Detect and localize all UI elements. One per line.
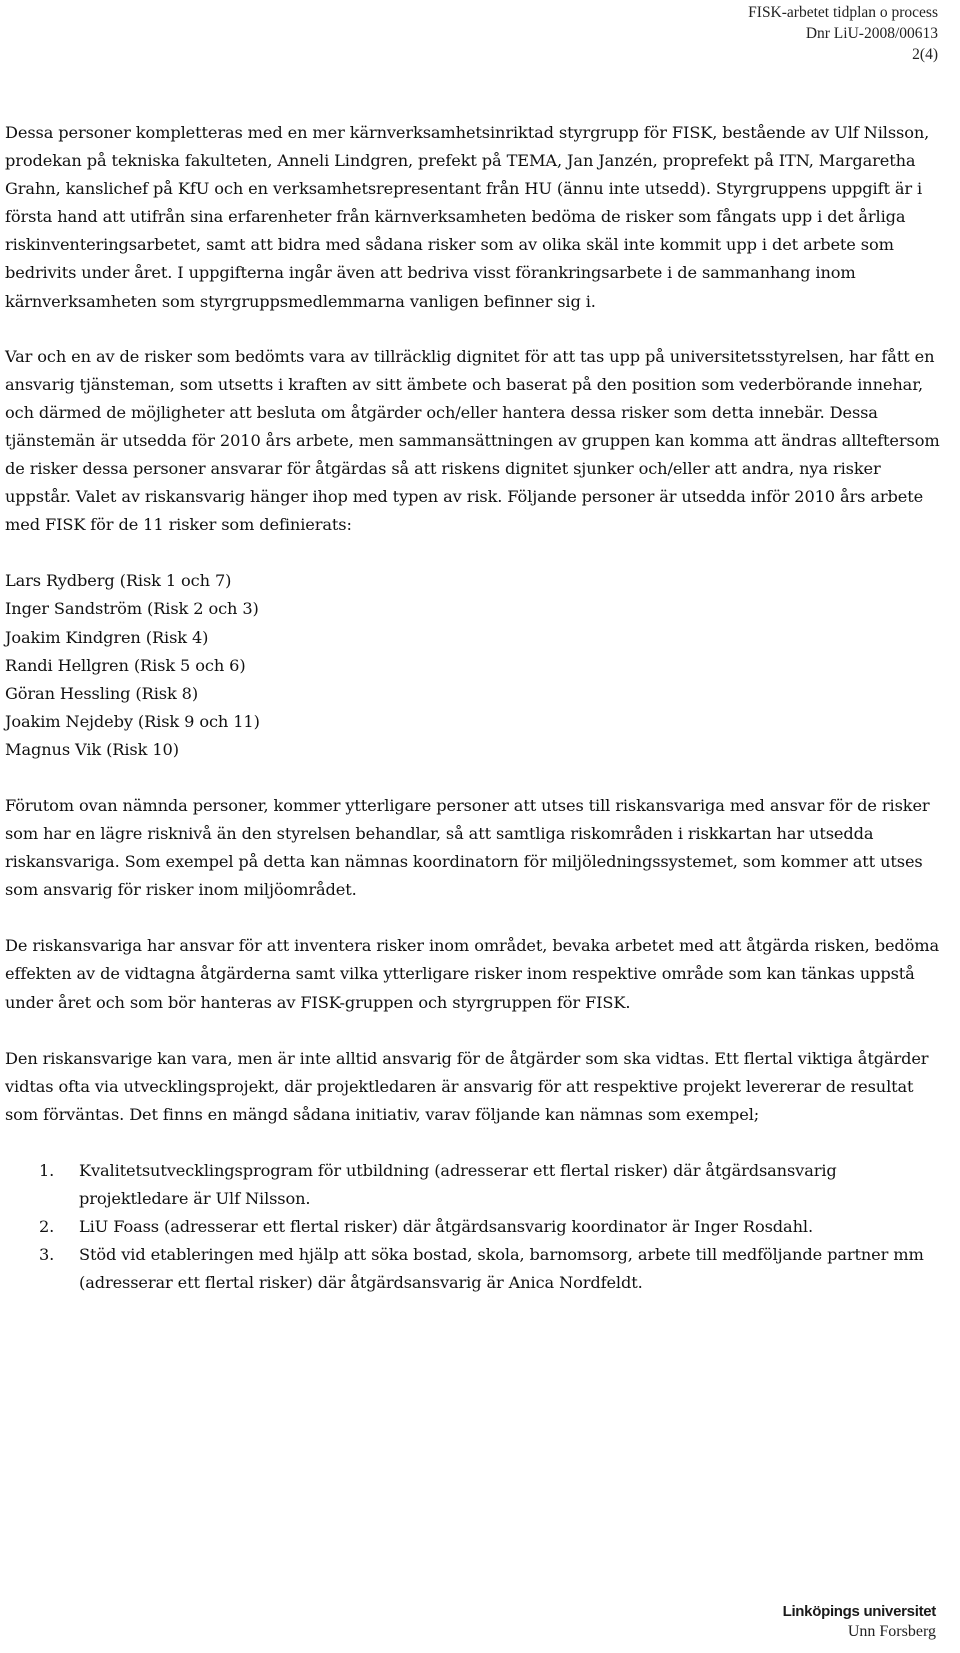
paragraph-additional-owners: Förutom ovan nämnda personer, kommer ytterligare personer att utses till riskansvariga med ansvar för de risker som har en lägre risknivå än den styrelsen behandlar, så att samtliga riskområden i riskkartan har utsedda riskansvariga. Som exempel på detta kan nämnas koordinatorn för miljöledningssystemet, som kommer att utses som ansvarig för risker inom miljöområdet. (5, 795, 930, 900)
list-item: Magnus Vik (Risk 10) (5, 739, 179, 759)
list-item: Göran Hessling (Risk 8) (5, 683, 199, 703)
list-item (5, 1213, 945, 1241)
document-body (5, 119, 945, 1297)
list-number: 2. (39, 1217, 55, 1237)
list-text: Kvalitetsutvecklingsprogram för utbildning (adresserar ett flertal risker) där åtgärdsansvarig projektledare är Ulf Nilsson. (79, 1160, 837, 1208)
list-item: Inger Sandström (Risk 2 och 3) (5, 599, 259, 619)
list-item: Randi Hellgren (Risk 5 och 6) (5, 655, 246, 675)
page-header (748, 2, 938, 65)
document-number: Dnr LiU-2008/00613 (805, 25, 938, 42)
page-number: 2(4) (912, 46, 938, 63)
paragraph-risk-owners-intro: Var och en av de risker som bedömts vara av tillräcklig dignitet för att tas upp på universitetsstyrelsen, har fått en ansvarig tjänsteman, som utsetts i kraften av sitt ämbete och baserat på den position som vederbörande innehar, och därmed de möjligheter att besluta om åtgärder och/eller hantera dessa risker som detta innebär. Dessa tjänstemän är utsedda för 2010 års arbete, men sammansättningen av gruppen kan komma att ändras allteftersom de risker dessa personer ansvarar för åtgärdas så att riskens dignitet sjunker och/eller att andra, nya risker uppstår. Valet av riskansvarig hänger ihop med typen av risk. Följande personer är utsedda inför 2010 års arbete med FISK för de 11 risker som definierats: (5, 346, 940, 535)
risk-owner-list (5, 567, 945, 764)
page-footer (783, 1603, 936, 1643)
paragraph-responsibilities: De riskansvariga har ansvar för att inventera risker inom området, bevaka arbetet med att åtgärda risken, bedöma effekten av de vidtagna åtgärderna samt vilka ytterligare risker inom respektive område som kan tänkas uppstå under året och som bör hanteras av FISK-gruppen och styrgruppen för FISK. (5, 936, 940, 1012)
list-text: LiU Foass (adresserar ett flertal risker) där åtgärdsansvarig koordinator är Inger Rosdahl. (79, 1217, 813, 1237)
paragraph-steering-group: Dessa personer kompletteras med en mer kärnverksamhetsinriktad styrgrupp för FISK, bestående av Ulf Nilsson, prodekan på tekniska fakulteten, Anneli Lindgren, prefekt på TEMA, Jan Janzén, proprefekt på ITN, Margaretha Grahn, kanslichef på KfU och en verksamhetsrepresentant från HU (ännu inte utsedd). Styrgruppens uppgift är i första hand att utifrån sina erfarenheter från kärnverksamheten bedöma de risker som fångats upp i det årliga riskinventeringsarbetet, samt att bidra med sådana risker som av olika skäl inte kommit upp i det arbete som bedrivits under året. I uppgifterna ingår även att bedriva visst förankringsarbete i de sammanhang inom kärnverksamheten som styrgruppsmedlemmarna vanligen befinner sig i. (5, 123, 930, 311)
list-number: 1. (39, 1160, 55, 1180)
list-item: Joakim Kindgren (Risk 4) (5, 627, 209, 647)
document-title: FISK-arbetet tidplan o process (748, 4, 938, 21)
list-item (5, 1241, 945, 1297)
author-name: Unn Forsberg (847, 1623, 936, 1640)
list-item: Joakim Nejdeby (Risk 9 och 11) (5, 711, 260, 731)
list-text: Stöd vid etableringen med hjälp att söka bostad, skola, barnomsorg, arbete till medföljande partner mm (adresserar ett flertal risker) där åtgärdsansvarig är Anica Nordfeldt. (79, 1245, 924, 1293)
list-item: Lars Rydberg (Risk 1 och 7) (5, 571, 232, 591)
paragraph-projects: Den riskansvarige kan vara, men är inte alltid ansvarig för de åtgärder som ska vidtas. Ett flertal viktiga åtgärder vidtas ofta via utvecklingsprojekt, där projektledaren är ansvarig för att respektive projekt levererar de resultat som förväntas. Det finns en mängd sådana initiativ, varav följande kan nämnas som exempel; (5, 1048, 929, 1124)
university-logo: Linköpings universitet (782, 1603, 936, 1620)
list-item (5, 1157, 945, 1213)
list-number: 3. (39, 1245, 55, 1265)
example-initiatives-list (5, 1157, 945, 1297)
